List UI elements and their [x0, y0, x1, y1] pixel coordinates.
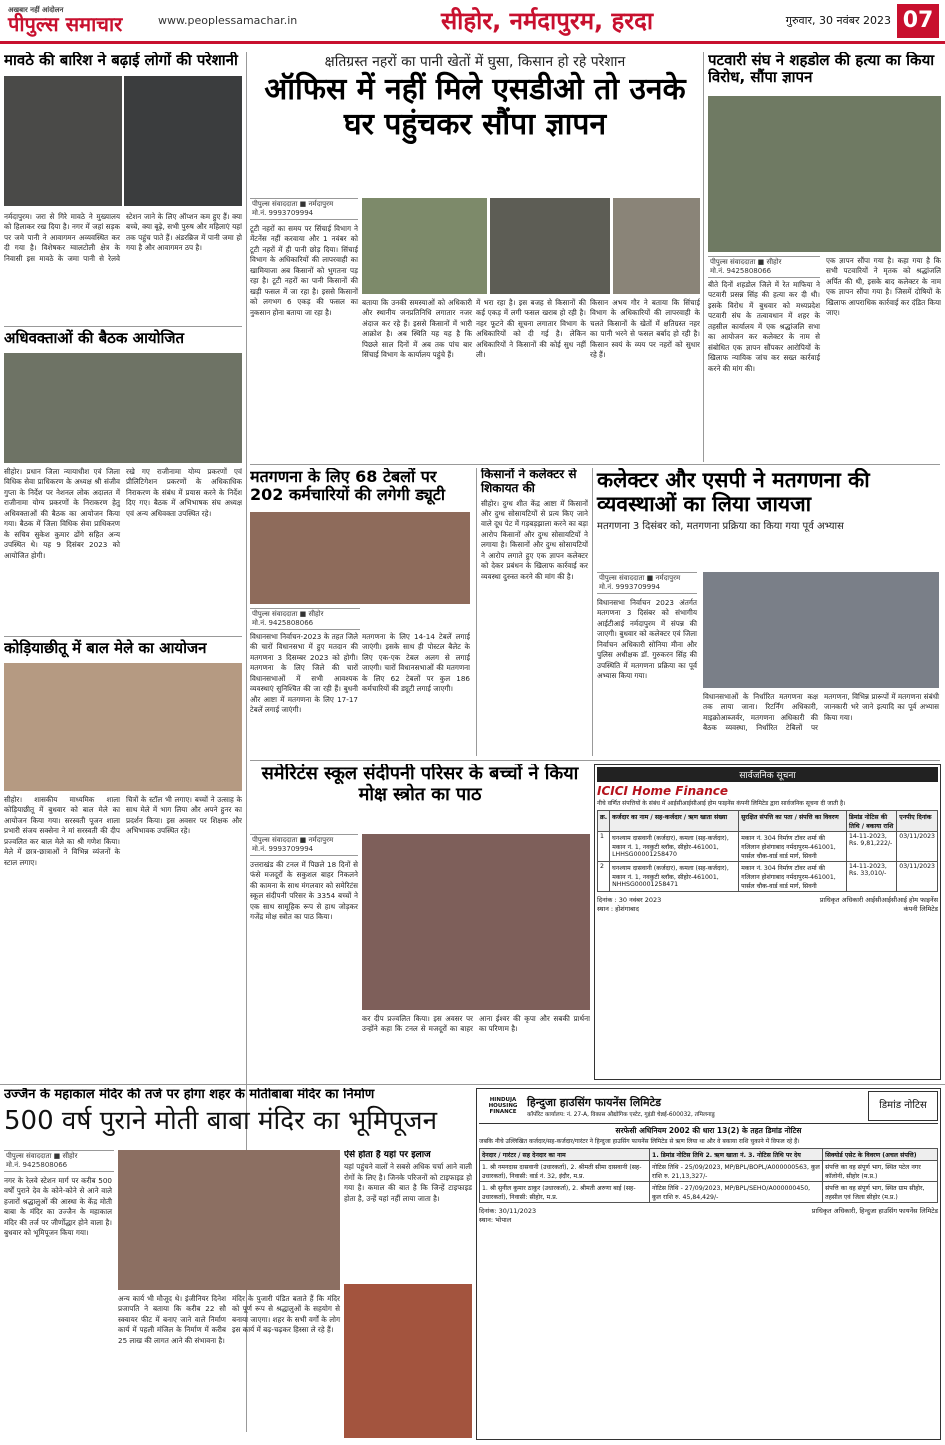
col-header: कर्जदार का नाम / सह-कर्जदार / ऋण खाता संख्या [610, 810, 739, 831]
table-row [598, 861, 938, 891]
masthead [0, 0, 945, 44]
article-body: सीहोर। प्रधान जिला न्यायाधीश एवं जिला विधिक सेवा प्राधिकरण के अध्यक्ष श्री संजीव गुप्ता के निर्देश पर नेशनल लोक अदालत में राजीनामा योग्य प्रकरणों के निराकरण हेतु अधिवक्ताओं की बैठक का आयोजन किया गया। बैठक में जिला विधिक सेवा प्राधिकरण के सचिव सुकेश कुमार ढोंगे सहित अन्य उपस्थित थे। यह 9 दिसंबर 2023 को आयोजित होगी। [4, 467, 120, 560]
brand-name: पीपुल्स समाचार [8, 12, 123, 36]
table-cell: 1. श्री सुनील कुमार ठाकुर (उधारकर्ता), 2. श्रीमती अरुणा बाई (सह-उधारकर्ता), निवासी: सीहोर, म.प्र. [480, 1181, 650, 1202]
headline: किसानों ने कलेक्टर से शिकायत की [481, 468, 577, 495]
farmers-photo [490, 198, 610, 294]
notice-date: दिनांक: 30/11/2023 [479, 1206, 537, 1215]
brand-logo [8, 7, 158, 34]
byline-text: पीपुल्स संवाददाता ■ नर्मदापुरम [599, 574, 681, 582]
col-header: देनदार / गारंटर / सह देनदार का नाम [480, 1148, 650, 1160]
notice-title: सार्वजनिक सूचना [597, 767, 938, 782]
temple-ceremony-photo [118, 1150, 340, 1290]
byline-text: पीपुल्स संवाददाता ■ नर्मदापुरम [252, 200, 334, 208]
hinduja-demand-notice [476, 1088, 941, 1440]
headline: ऑफिस में नहीं मिले एसडीओ तो उनके घर पहुंचकर सौंपा ज्ञापन [264, 72, 686, 142]
notice-company: हिन्दुजा हाउसिंग फायनेंस लिमिटेड [527, 1095, 662, 1109]
table-cell: 03/11/2023 [897, 831, 938, 861]
memorandum-photo [613, 198, 700, 294]
notice-intro: नीचे वर्णित संपत्तियों के संबंध में आईसीआईसीआई होम फाइनेंस कंपनी लिमिटेड द्वारा सार्वजनिक सूचना दी जाती है। [597, 800, 846, 807]
byline-mobile: मो.नं. 9993709994 [252, 209, 314, 217]
hinduja-logo: HINDUJA HOUSING FINANCE [488, 1097, 518, 1115]
notice-signatory: प्राधिकृत अधिकारी, हिन्दुजा हाउसिंग फायनेंस लिमिटेड [811, 1206, 938, 1215]
icici-logo: ICICI Home Finance [597, 784, 729, 798]
table-cell: संपत्ति का वह संपूर्ण भाग, स्थित पटेल नगर कॉलोनी, सीहोर (म.प्र.) [823, 1160, 938, 1181]
notice-place: स्थान : होशंगाबाद [597, 904, 639, 913]
notice-badge: डिमांड नोटिस [868, 1091, 938, 1121]
story-fair [4, 636, 242, 1078]
students-photo [362, 834, 590, 1010]
headline: मतगणना के लिए 68 टेबलों पर 202 कर्मचारियों की लगेगी ड्यूटी [250, 468, 445, 505]
article-body: उत्तराखंड की टनल में पिछले 18 दिनों से फंसे मजदूरों के सकुशल बाहर निकलने की कामना के साथ मंगलवार को समेरिटंस स्कूल संदीपनी परिसर के 3354 बच्चों ने एक साथ सामूहिक रूप से हाथ जोड़कर गजेंद्र मोक्ष स्त्रोत का पाठ किया। [250, 860, 358, 922]
temple-photo [344, 1284, 472, 1438]
headline: 500 वर्ष पुराने मोती बाबा मंदिर का भूमिपूजन [4, 1105, 437, 1136]
headline: पटवारी संघ ने शहडोल की हत्या का किया विरोध, सौंपा ज्ञापन [708, 52, 935, 87]
rain-photo [4, 76, 122, 206]
headline: अधिवक्ताओं की बैठक आयोजित [4, 329, 185, 347]
canal-photo [362, 198, 487, 294]
kicker: उज्जैन के महाकाल मंदिर की तर्ज पर होगा शहर के मोतीबाबा मंदिर का निर्माण [4, 1088, 375, 1102]
article-body: नर्मदापुरम। जरा से गिरे मावठे ने मुख्यालय को हिलाकर रख दिया है। नगर में जहां सड़क पर जमे पानी ने आवागमन अव्यवस्थित कर दी गया है। विशेषकर ग्वालटोली क्षेत्र के निवासी इस मावठे के जमा पानी से रेलवे स्टेशन जाने के लिए ऑप्शन कम हुए हैं। क्या बच्चे, क्या बूढ़े, सभी पुरुष और महिलाएं यहां तक पहुंच पाते हैं। अंडरब्रिज में पानी जमा हो गया है और आवागमन ठप है। [4, 212, 242, 263]
table-cell: नोटिस तिथि - 25/09/2023, MP/BPL/BOPL/A000000563, कुल राशि रु. 21,13,327/- [650, 1160, 823, 1181]
counting-hall-photo [250, 512, 470, 604]
col-header: सिक्योर्ड एसेट के विवरण (अचल संपत्ति) [823, 1148, 938, 1160]
article-body: विधानसभा निर्वाचन-2023 के तहत जिले की चारों विधानसभा में हुए मतदान की मतगणना 3 दिसम्बर 2023 को होगी। मतगणना के लिए जिले की चारों विधानसभाओं में सभी आवश्यक व्यवस्थाएं सुनिश्चित की जा रही हैं। बुधनी और आष्टा में मतगणना के लिए 17-17 टेबलें लगाई जाएंगी। [250, 632, 358, 715]
col-header: एनपीए दिनांक [897, 810, 938, 831]
byline-mobile: मो.नं. 9425808066 [710, 267, 772, 275]
byline-text: पीपुल्स संवाददाता ■ नर्मदापुरम [252, 836, 334, 844]
notice-place: स्थान: भोपाल [479, 1215, 512, 1224]
table-cell: नोटिस तिथि - 27/09/2023, MP/BPL/SEHO/A000000450, कुल राशि रु. 45,84,429/- [650, 1181, 823, 1202]
headline: कोड़ियाछीतू में बाल मेले का आयोजन [4, 639, 207, 657]
story-advocates [4, 326, 242, 632]
article-body: सीहोर। दुग्ध शीत केंद्र आष्टा में किसानों और दुग्ध सोसायटियों से प्रत्य किए जाने वाले दूध पेट में गड़बड़झाला करने का बड़ा आरोप किसानों और दुग्ध सोसायटियों ने लगाया है। किसानों और दुग्ध सोसायटियों ने आरोप लगाते हुए एक ज्ञापन कलेक्टर को देकर प्रबंधन के खिलाफ कार्रवाई कर व्यवस्था दुरुस्त करने की मांग की है। [481, 498, 588, 581]
article-body: रखे गए राजीनामा योग्य प्रकरणों एवं प्रीलिटिगेशन प्रकरणों के अधिकाधिक निराकरण के संबंध में प्रयास करने के निर्देश दिए गए। बैठक में अभिभाषक संघ अध्यक्ष एवं अन्य अधिवक्ता उपस्थित रहे। [126, 467, 242, 518]
table-cell: 1. श्री नमनदास दासवानी (उधारकर्ता), 2. श्रीमती सीमा दासवानी (सह-उधारकर्ता), निवासी: वार्ड नं. 32, इंदौर, म.प्र. [480, 1160, 650, 1181]
meeting-photo [4, 353, 242, 463]
table-row [598, 831, 938, 861]
col-header: डिमांड नोटिस की तिथि / बकाया राशि [846, 810, 896, 831]
table-cell: 03/11/2023 [897, 861, 938, 891]
byline [597, 572, 697, 594]
rain-photo [124, 76, 242, 206]
notice-title: सरफेसी अधिनियम 2002 की धारा 13(2) के तहत डिमांड नोटिस [615, 1126, 802, 1135]
byline [250, 834, 358, 856]
table-cell: मकान नं. 304 निर्माण टॉवर शर्मा की गलिलान होशंगाबाद नर्मदापुरम-461001, पार्सल चौक-वार्ड वार्ड मार्ग, सिवनी [739, 831, 847, 861]
subheadline: ऐसे होता है यहां पर इलाज [344, 1150, 431, 1160]
page-number: 07 [897, 4, 939, 38]
headline: समेरिटंस स्कूल संदीपनी परिसर के बच्चों ने किया मोक्ष स्त्रोत का पाठ [261, 764, 579, 805]
story-temple [4, 1088, 472, 1440]
patwari-photo [708, 96, 941, 252]
section-title: सीहोर, नर्मदापुरम, हरदा [440, 7, 654, 35]
column-rule [703, 52, 704, 462]
byline-text: पीपुल्स संवाददाता ■ सीहोर [710, 258, 782, 266]
byline [708, 256, 820, 278]
article-body: विधानसभा निर्वाचन 2023 अंतर्गत मतगणना 3 दिसंबर को संभागीय आईटीआई नर्मदापुरम में संपन्न की जाएगी। बुधवार को कलेक्टर एवं जिला निर्वाचन अधिकारी सोनिया मीना और पुलिस अधीक्षक डॉ. गुरुकरन सिंह की उपस्थिति में मतगणना प्रक्रिया का पूर्व अभ्यास किया गया। [597, 598, 697, 681]
article-body: मंदिर के पुजारी पंडित बताते हैं कि मंदिर को पूर्ण रूप से श्रद्धालुओं के सहयोग से बनाया जाएगा। शहर के सभी वर्गों के लोग इस कार्य में बढ़-चढ़कर हिस्सा ले रहे हैं। [232, 1294, 340, 1335]
table-cell: 14-11-2023, Rs. 9,81,222/- [846, 831, 896, 861]
notice-intro: जबकि नीचे उल्लिखित कर्जदार/सह-कर्जदार/गारंटर ने हिन्दुजा हाउसिंग फायनेंस लिमिटेड से ऋण लिया था और वे बकाया राशि चुकाने में विफल रहे हैं। [479, 1138, 800, 1145]
article-body: चित्रों के स्टॉल भी लगाए। बच्चों ने उत्साह के साथ मेले में भाग लिया और अपने हुनर का प्रदर्शन किया। इस अवसर पर शिक्षक और अभिभावक उपस्थित रहे। [126, 795, 242, 836]
col-header: क्र. [598, 810, 610, 831]
notice-address: कॉर्पोरेट कार्यालय: नं. 27-A, विकास औद्योगिक एस्टेट, गुइंडी चेन्नई-600032, तमिलनाडु [527, 1111, 715, 1118]
table-cell: 1 [598, 831, 610, 861]
story-school [250, 764, 590, 1082]
article-body: सीहोर। शासकीय माध्यमिक शाला कोड़ियाछीतू में बुधवार को बाल मेले का आयोजन किया गया। सरस्वती पूजन शाला प्रभारी संजय सक्सेना ने मां सरस्वती की दीप प्रज्वलित कर बाल मेले का श्री गणेश किया। मेले में छात्र-छात्राओं ने विभिन्न व्यंजनों के स्टाल लगाए। [4, 795, 120, 867]
byline [250, 608, 360, 630]
notice-signatory: प्राधिकृत अधिकारी आईसीआईसीआई होम फाइनेंस कंपनी लिमिटेड [819, 895, 938, 913]
story-counting [250, 468, 470, 756]
section-rule [250, 464, 940, 465]
notice-table [479, 1148, 938, 1203]
byline-mobile: मो.नं. 9993709994 [252, 845, 314, 853]
byline-text: पीपुल्स संवाददाता ■ सीहोर [6, 1152, 78, 1160]
table-cell: संपत्ति का वह संपूर्ण भाग, स्थित ग्राम सीहोर, तहसील एवं जिला सीहोर (म.प्र.) [823, 1181, 938, 1202]
tagline: अखबार नहीं आंदोलन [8, 6, 64, 14]
story-rain [4, 52, 242, 322]
table-cell: घनश्याम दासवानी (कर्जदार), कमला (सह-कर्जदार), मकान नं. 1, नवकुटी ब्लॉक, सीहोर-461001, NHHSG00001258471 [610, 861, 739, 891]
headline: कलेक्टर और एसपी ने मतगणना की व्यवस्थाओं का लिया जायजा [597, 468, 870, 517]
table-row [480, 1181, 938, 1202]
inspection-photo [703, 572, 939, 688]
article-body: कर दीप प्रज्वलित किया। इस अवसर पर उन्होंने कहा कि टनल से मजदूरों का बाहर आना ईश्वर की कृपा और सबकी प्रार्थना का परिणाम है। [362, 1014, 590, 1034]
table-cell: घनश्याम दासवानी (कर्जदार), कमला (सह-कर्जदार), मकान नं. 1, नवकुटी ब्लॉक, सीहोर-461001, LHHSG00001258470 [610, 831, 739, 861]
table-row [480, 1160, 938, 1181]
temple-sidebar [344, 1150, 472, 1438]
kicker: क्षतिग्रस्त नहरों का पानी खेतों में घुसा, किसान हो रहे परेशान [324, 54, 626, 70]
byline-mobile: मो.नं. 9425808066 [252, 619, 314, 627]
icici-public-notice [594, 764, 941, 1080]
article-body: एक ज्ञापन सौंपा गया है। कहा गया है कि सभी पटवारियों ने मृतक को श्रद्धांजलि अर्पित की थी, इसके बाद कलेक्टर के नाम एक ज्ञापन सौंपा गया है। जिसमें दोषियों के खिलाफ आपराधिक कार्रवाई कर दंडित किया जाए। [826, 256, 941, 318]
story-sdo [250, 52, 700, 460]
article-body: में भरा रहा है। इस बजह से किसानों की कई एकड़ में लगी फसल खराब हो रही है। नहर फूटने की सूचना लगातार विभाग के अधिकारियों को दी गई है। लेकिन अधिकारियों ने किसानों की कोई सुध नहीं ली। [476, 298, 586, 360]
notice-table [597, 810, 938, 892]
article-body: टूटी नहरों का समय पर सिंचाई विभाग ने मेंटनेंस नहीं करवाया और 1 नवंबर को टूटी नहरों में ही पानी छोड़ दिया। सिंचाई विभाग के अधिकारियों की लापरवाही का खामियाजा अब किसानों को भुगतना पड़ रहा है। टूटी नहरों का पानी किसानों की खड़ी फसल में जा रहा है। इससे किसानों को लगभग 6 एकड़ की फसल का नुकसान होना बताया जा रहा है। [250, 224, 358, 317]
article-body: बीते दिनों शहडोल जिले में रेत माफिया ने पटवारी प्रसन्न सिंह की हत्या कर दी थी। इसके विरोध में बुधवार को मध्यप्रदेश पटवारी संघ के तत्वावधान में शहर के तहसील कार्यालय में एक श्रद्धांजलि सभा का आयोजन कर कलेक्टर के नाम से संबोधित एक ज्ञापन सौंपकर आरोपियों के खिलाफ न्यायिक जांच कर सख्त कार्रवाई करने की मांग की। [708, 280, 820, 373]
article-body: नगर के रेलवे स्टेशन मार्ग पर करीब 500 वर्षों पुराने देव के कोने-कोने से आने वाले हजारों श्रद्धालुओं की आस्था के केंद्र मोती बाबा के मंदिर का उज्जैन के महाकाल मंदिर की तर्ज पर जीर्णोद्धार होने वाला है। बुधवार को भूमिपूजन किया गया। [4, 1176, 112, 1238]
fair-photo [4, 663, 242, 791]
website-link[interactable]: www.peoplessamachar.in [158, 14, 298, 27]
article-body: किसान अभय गौर ने बताया कि सिंचाई विभाग के अधिकारियों की लापरवाही के चलते किसानों के खेतों में क्षतिग्रस्त नहर का पानी भरने से फसल बर्बाद हो रही है। किसान स्वयं के व्यय पर नहरों को सुधार रहे हैं। [590, 298, 700, 360]
story-patwari [708, 52, 941, 460]
notice-date: दिनांक : 30 नवंबर 2023 [597, 895, 662, 904]
article-body: यहां पहुंचने वालों ने सबसे अधिक चर्चा आने वाली रोगों के लिए है। जिनके परिजनों को टाइफाइड हो गया है। कमाल की बात है कि जिन्हें टाइफाइड होता है, उन्हें यहां नहीं लाया जाता है। [344, 1162, 472, 1203]
issue-date: गुरुवार, 30 नवंबर 2023 [785, 14, 891, 27]
article-body: मतगणना के लिए 14-14 टेबलें लगाई जाएंगी। इसके साथ ही पोस्टल बैलेट के लिए एक-एक टेबल अलग से लगाई जाएगी। चारों विधानसभाओं की मतगणना के लिए 62 टेबलों पर कुल 186 कर्मचारियों की ड्यूटी लगाई जाएगी। [362, 632, 470, 694]
table-cell: 2 [598, 861, 610, 891]
article-body: अन्य कार्य भी मौजूद थे। इंजीनियर दिनेश प्रजापति ने बताया कि करीब 22 सौ स्क्वायर फीट में बनाए जाने वाले निर्माण कार्य में पहली मंजिल के निर्माण में करीब 25 लाख की लागत आने की संभावना है। [118, 1294, 226, 1345]
byline [250, 198, 358, 220]
section-rule [250, 760, 940, 761]
article-body: विधानसभाओं के निर्धारित मतगणना कक्ष तक लाया जाना। रिटर्निंग अधिकारी, माइक्रोआब्जर्वर, मतगणना अधिकारी की बैठक व्यवस्था, निर्धारित टेबिलों पर मतगणना, विभिन्न प्रारूपों में मतगणना संबंधी जानकारी भरे जाने इत्यादि का पूर्व अभ्यास किया गया। [703, 692, 939, 733]
col-header: सुरक्षित संपत्ति का पता / संपत्ति का विवरण [739, 810, 847, 831]
story-collector [592, 468, 941, 756]
byline-mobile: मो.नं. 9993709994 [599, 583, 661, 591]
article-body: बताया कि उनकी समस्याओं को अधिकारी और स्थानीय जनप्रतिनिधि लगातार नजर अंदाज कर रहे हैं। इससे किसानों में भारी आक्रोश है। अब स्थिति यह यह है कि पिछले साल दिनों में अब तक पांच बार सिंचाई विभाग के कार्यालय पहुंचे हैं। [362, 298, 472, 360]
subheadline: मतगणना 3 दिसंबर को, मतगणना प्रक्रिया का किया गया पूर्व अभ्यास [597, 521, 844, 533]
byline-mobile: मो.नं. 9425808066 [6, 1161, 68, 1169]
byline [4, 1150, 114, 1172]
table-cell: 14-11-2023, Rs. 33,010/- [846, 861, 896, 891]
byline-text: पीपुल्स संवाददाता ■ सीहोर [252, 610, 324, 618]
table-cell: मकान नं. 304 निर्माण टॉवर शर्मा की गलिलान होशंगाबाद नर्मदापुरम-461001, पार्सल चौक-वार्ड वार्ड मार्ग, सिवनी [739, 861, 847, 891]
story-complaint [476, 468, 588, 756]
section-rule [0, 1084, 945, 1085]
headline: मावठे की बारिश ने बढ़ाई लोगों की परेशानी [4, 52, 238, 69]
col-header: 1. डिमांड नोटिस तिथि 2. ऋण खाता नं. 3. नोटिस तिथि पर देय [650, 1148, 823, 1160]
